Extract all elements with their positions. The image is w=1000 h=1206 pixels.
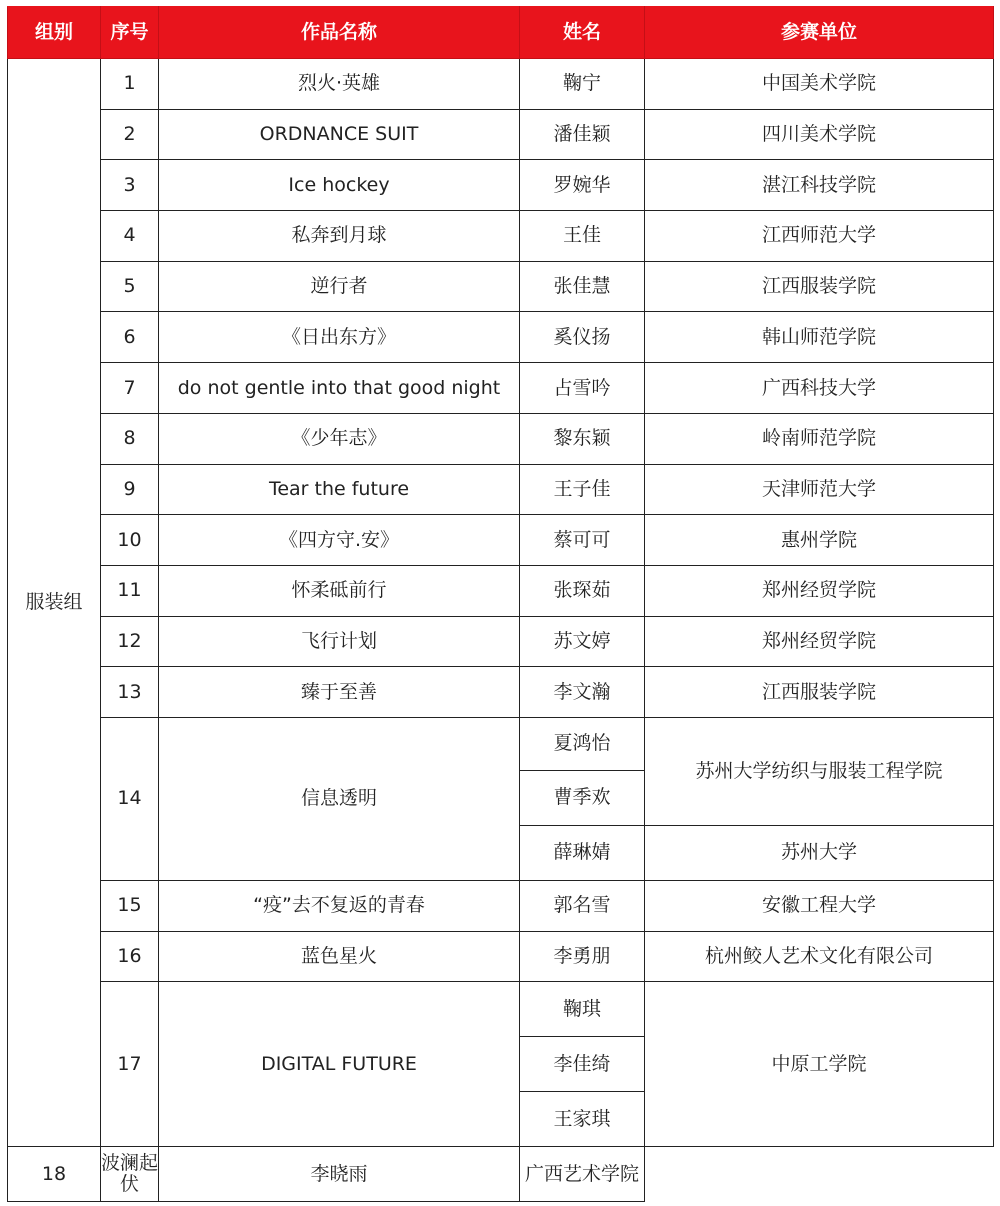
work-cell: 《日出东方》: [159, 312, 520, 363]
name-cell: 李勇朋: [520, 931, 645, 982]
unit-cell: 江西师范大学: [645, 211, 994, 262]
num-cell: 2: [101, 109, 159, 160]
unit-cell: 岭南师范学院: [645, 413, 994, 464]
num-cell: 12: [101, 616, 159, 667]
work-cell: 私奔到月球: [159, 211, 520, 262]
table-row: [8, 160, 994, 211]
name-cell: 罗婉华: [520, 160, 645, 211]
num-cell: 10: [101, 515, 159, 566]
name-cell: 蔡可可: [520, 515, 645, 566]
unit-cell: 安徽工程大学: [645, 880, 994, 931]
table-row: [8, 1147, 994, 1202]
work-cell: 《少年志》: [159, 413, 520, 464]
unit-cell: 韩山师范学院: [645, 312, 994, 363]
name-cell: 李晓雨: [159, 1147, 520, 1202]
work-cell: 怀柔砥前行: [159, 565, 520, 616]
unit-cell: 郑州经贸学院: [645, 616, 994, 667]
table-row: [8, 261, 994, 312]
work-cell: ORDNANCE SUIT: [159, 109, 520, 160]
header-name: 姓名: [520, 7, 645, 59]
table-row: [8, 931, 994, 982]
work-cell: 烈火·英雄: [159, 59, 520, 110]
num-cell: 4: [101, 211, 159, 262]
unit-cell: 杭州鲛人艺术文化有限公司: [645, 931, 994, 982]
work-cell: Ice hockey: [159, 160, 520, 211]
name-cell: 奚仪扬: [520, 312, 645, 363]
num-cell: 18: [8, 1147, 101, 1202]
num-cell: 16: [101, 931, 159, 982]
unit-cell: 四川美术学院: [645, 109, 994, 160]
unit-cell: 天津师范大学: [645, 464, 994, 515]
header-work: 作品名称: [159, 7, 520, 59]
unit-cell: 湛江科技学院: [645, 160, 994, 211]
num-cell: 11: [101, 565, 159, 616]
name-cell: 鞠宁: [520, 59, 645, 110]
work-cell: 飞行计划: [159, 616, 520, 667]
name-cell: 薛琳婧: [520, 825, 645, 880]
num-cell: 6: [101, 312, 159, 363]
name-cell: 鞠琪: [520, 982, 645, 1037]
name-cell: 张琛茹: [520, 565, 645, 616]
unit-cell: 江西服装学院: [645, 261, 994, 312]
work-cell: 《四方守.安》: [159, 515, 520, 566]
table-row: [8, 515, 994, 566]
table-row: [8, 616, 994, 667]
unit-cell: 惠州学院: [645, 515, 994, 566]
num-cell: 9: [101, 464, 159, 515]
name-cell: 王家琪: [520, 1092, 645, 1147]
table-row: [8, 363, 994, 414]
header-unit: 参赛单位: [645, 7, 994, 59]
unit-cell: 广西艺术学院: [520, 1147, 645, 1202]
table-row: [8, 717, 994, 770]
name-cell: 李佳绮: [520, 1037, 645, 1092]
work-cell: DIGITAL FUTURE: [159, 982, 520, 1147]
table-row: [8, 565, 994, 616]
num-cell: 15: [101, 880, 159, 931]
table-row: [8, 982, 994, 1037]
work-cell: 波澜起伏: [101, 1147, 159, 1202]
work-cell: 臻于至善: [159, 667, 520, 718]
table-row: [8, 413, 994, 464]
work-cell: Tear the future: [159, 464, 520, 515]
num-cell: 3: [101, 160, 159, 211]
work-cell: 蓝色星火: [159, 931, 520, 982]
unit-cell: 中国美术学院: [645, 59, 994, 110]
work-cell: “疫”去不复返的青春: [159, 880, 520, 931]
num-cell: 13: [101, 667, 159, 718]
num-cell: 14: [101, 717, 159, 880]
group-cell: 服装组: [8, 59, 101, 1147]
unit-cell: 郑州经贸学院: [645, 565, 994, 616]
num-cell: 8: [101, 413, 159, 464]
table-row: [8, 211, 994, 262]
header-group: 组别: [8, 7, 101, 59]
header-row: [8, 7, 994, 59]
header-num: 序号: [101, 7, 159, 59]
table-row: [8, 880, 994, 931]
unit-cell: 广西科技大学: [645, 363, 994, 414]
award-table: [7, 6, 994, 1202]
work-cell: 逆行者: [159, 261, 520, 312]
name-cell: 王佳: [520, 211, 645, 262]
name-cell: 夏鸿怡: [520, 717, 645, 770]
table-row: [8, 59, 994, 110]
unit-cell: 苏州大学纺织与服装工程学院: [645, 717, 994, 825]
num-cell: 7: [101, 363, 159, 414]
unit-cell: 江西服装学院: [645, 667, 994, 718]
work-cell: 信息透明: [159, 717, 520, 880]
name-cell: 黎东颖: [520, 413, 645, 464]
unit-cell: 苏州大学: [645, 825, 994, 880]
work-cell: do not gentle into that good night: [159, 363, 520, 414]
name-cell: 苏文婷: [520, 616, 645, 667]
num-cell: 5: [101, 261, 159, 312]
name-cell: 张佳慧: [520, 261, 645, 312]
table-row: [8, 464, 994, 515]
name-cell: 曹季欢: [520, 770, 645, 825]
unit-cell: 中原工学院: [645, 982, 994, 1147]
num-cell: 17: [101, 982, 159, 1147]
table-row: [8, 109, 994, 160]
num-cell: 1: [101, 59, 159, 110]
name-cell: 占雪吟: [520, 363, 645, 414]
table-row: [8, 667, 994, 718]
name-cell: 郭名雪: [520, 880, 645, 931]
name-cell: 潘佳颖: [520, 109, 645, 160]
name-cell: 李文瀚: [520, 667, 645, 718]
table-row: [8, 312, 994, 363]
name-cell: 王子佳: [520, 464, 645, 515]
